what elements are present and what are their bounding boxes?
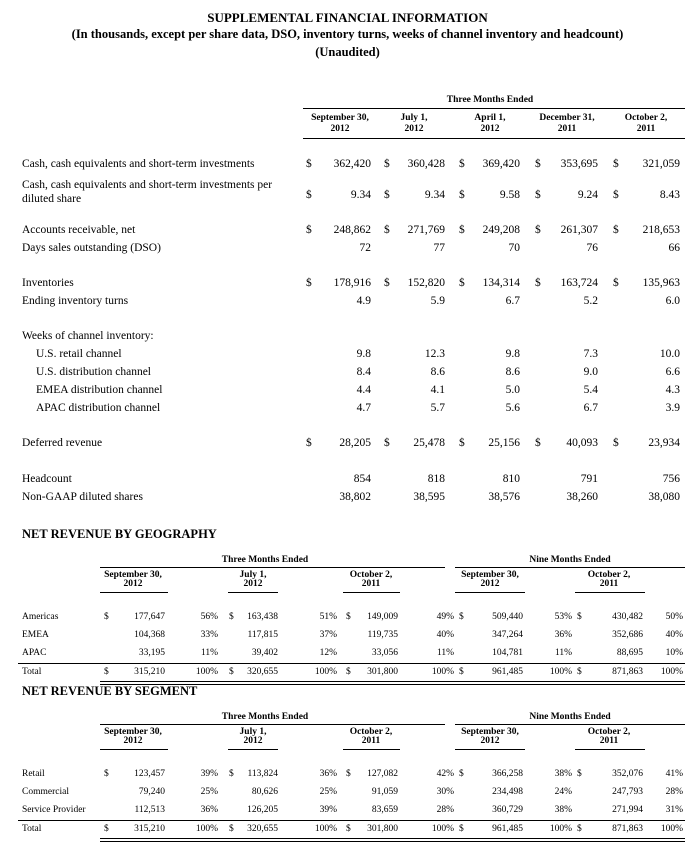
cell-percent: 11% <box>436 648 454 658</box>
cell-percent: 10% <box>665 648 683 658</box>
row-label: Weeks of channel inventory: <box>22 330 154 342</box>
cell-value: 88,695 <box>616 648 643 658</box>
cell-value: 4.7 <box>356 402 371 414</box>
cell-value: 113,824 <box>247 769 278 779</box>
cell-value: 756 <box>662 473 680 485</box>
cell-value: 9.8 <box>505 348 520 360</box>
cell-value: 39,402 <box>251 648 278 658</box>
unaudited-note: (Unaudited) <box>315 45 380 59</box>
cell-value: 248,862 <box>333 224 371 236</box>
cell-value: 119,735 <box>367 630 398 640</box>
cell-percent: 100% <box>549 667 572 677</box>
column-header-year: 2012 <box>404 124 424 134</box>
column-header-year: 2011 <box>636 124 656 134</box>
column-header: July 1, <box>239 570 267 580</box>
column-header: September 30, <box>311 113 369 123</box>
cell-value: 117,815 <box>247 630 278 640</box>
cell-percent: 36% <box>200 805 218 815</box>
cell-value: 6.7 <box>505 295 520 307</box>
dollar-sign: $ <box>459 437 465 449</box>
dollar-sign: $ <box>613 437 619 449</box>
cell-percent: 41% <box>665 769 683 779</box>
dollar-sign: $ <box>306 189 312 201</box>
cell-value: 6.6 <box>665 366 680 378</box>
three-months-rule <box>100 567 445 568</box>
cell-percent: 11% <box>554 648 572 658</box>
cell-percent: 49% <box>436 612 454 622</box>
cell-value: 5.7 <box>430 402 445 414</box>
cell-value: 8.6 <box>430 366 445 378</box>
column-header-rule <box>343 749 400 750</box>
row-label: Service Provider <box>22 805 86 815</box>
three-months-header: Three Months Ended <box>221 712 309 722</box>
cell-value: 33,195 <box>138 648 165 658</box>
cell-value: 178,916 <box>333 277 371 289</box>
cell-value: 249,208 <box>482 224 520 236</box>
row-label: U.S. retail channel <box>36 348 122 360</box>
cell-value: 509,440 <box>492 612 523 622</box>
column-header-year: 2011 <box>557 124 577 134</box>
dollar-sign: $ <box>384 158 390 170</box>
row-label: Retail <box>22 769 45 779</box>
dollar-sign: $ <box>306 277 312 289</box>
cell-value: 163,724 <box>560 277 598 289</box>
cell-value: 4.9 <box>356 295 371 307</box>
column-header: October 2, <box>587 570 631 580</box>
cell-value: 152,820 <box>407 277 445 289</box>
cell-percent: 100% <box>431 824 454 834</box>
dollar-sign: $ <box>229 824 234 834</box>
dollar-sign: $ <box>384 437 390 449</box>
dollar-sign: $ <box>104 612 109 622</box>
dollar-sign: $ <box>459 277 465 289</box>
row-label-cont: diluted share <box>22 193 82 205</box>
cell-value: 38,080 <box>648 491 680 503</box>
column-header-year: 2011 <box>361 579 381 589</box>
cell-value: 72 <box>359 242 371 254</box>
cell-value: 80,626 <box>251 787 278 797</box>
cell-value: 430,482 <box>612 612 643 622</box>
dollar-sign: $ <box>306 437 312 449</box>
cell-value: 218,653 <box>642 224 680 236</box>
cell-percent: 11% <box>200 648 218 658</box>
cell-value: 149,009 <box>367 612 398 622</box>
column-header: September 30, <box>461 570 519 580</box>
cell-value: 123,457 <box>134 769 165 779</box>
dollar-sign: $ <box>346 612 351 622</box>
cell-percent: 100% <box>660 667 683 677</box>
cell-value: 25,156 <box>488 437 520 449</box>
column-header: October 2, <box>587 727 631 737</box>
cell-value: 353,695 <box>560 158 598 170</box>
dollar-sign: $ <box>229 612 234 622</box>
cell-percent: 31% <box>665 805 683 815</box>
dollar-sign: $ <box>104 824 109 834</box>
column-header: October 2, <box>349 727 393 737</box>
cell-percent: 37% <box>319 630 337 640</box>
column-header-year: 2011 <box>599 736 619 746</box>
cell-percent: 40% <box>436 630 454 640</box>
dollar-sign: $ <box>306 158 312 170</box>
cell-value: 871,863 <box>612 667 643 677</box>
cell-value: 83,659 <box>371 805 398 815</box>
column-header-year: 2012 <box>123 579 143 589</box>
cell-value: 5.6 <box>505 402 520 414</box>
cell-value: 104,368 <box>134 630 165 640</box>
column-header: September 30, <box>104 570 162 580</box>
column-header: September 30, <box>461 727 519 737</box>
cell-value: 352,076 <box>612 769 643 779</box>
cell-percent: 42% <box>436 769 454 779</box>
cell-value: 961,485 <box>492 667 523 677</box>
dollar-sign: $ <box>577 667 582 677</box>
cell-value: 163,438 <box>247 612 278 622</box>
dollar-sign: $ <box>535 189 541 201</box>
cell-value: 135,963 <box>642 277 680 289</box>
cell-value: 76 <box>586 242 598 254</box>
dollar-sign: $ <box>613 158 619 170</box>
cell-value: 810 <box>502 473 520 485</box>
cell-percent: 39% <box>319 805 337 815</box>
cell-percent: 30% <box>436 787 454 797</box>
row-label: Ending inventory turns <box>22 295 129 307</box>
cell-value: 271,994 <box>612 805 643 815</box>
cell-value: 3.9 <box>665 402 680 414</box>
cell-value: 66 <box>668 242 680 254</box>
cell-percent: 25% <box>319 787 337 797</box>
cell-percent: 28% <box>436 805 454 815</box>
row-label: Total <box>22 667 42 677</box>
cell-value: 352,686 <box>612 630 643 640</box>
cell-value: 126,205 <box>247 805 278 815</box>
page-subtitle: (In thousands, except per share data, DSO, inventory turns, weeks of channel inventory and headcount) <box>71 27 624 41</box>
cell-value: 366,258 <box>492 769 523 779</box>
cell-value: 8.6 <box>505 366 520 378</box>
column-header-rule <box>575 592 645 593</box>
cell-value: 362,420 <box>333 158 371 170</box>
cell-value: 247,793 <box>612 787 643 797</box>
column-header-rule <box>343 592 400 593</box>
cell-value: 234,498 <box>492 787 523 797</box>
cell-percent: 38% <box>554 805 572 815</box>
column-header: July 1, <box>239 727 267 737</box>
cell-percent: 100% <box>660 824 683 834</box>
column-header-year: 2011 <box>599 579 619 589</box>
dollar-sign: $ <box>535 158 541 170</box>
cell-value: 38,595 <box>413 491 445 503</box>
cell-value: 104,781 <box>492 648 523 658</box>
column-header-year: 2012 <box>243 579 263 589</box>
cell-percent: 53% <box>554 612 572 622</box>
dollar-sign: $ <box>384 224 390 236</box>
segment-section-title: NET REVENUE BY SEGMENT <box>22 684 198 698</box>
cell-value: 9.8 <box>356 348 371 360</box>
cell-value: 23,934 <box>648 437 680 449</box>
cell-percent: 25% <box>200 787 218 797</box>
cell-value: 12.3 <box>424 348 445 360</box>
cell-value: 112,513 <box>134 805 165 815</box>
column-header-rule <box>228 592 278 593</box>
cell-value: 9.34 <box>350 189 371 201</box>
cell-percent: 100% <box>195 667 218 677</box>
dollar-sign: $ <box>577 824 582 834</box>
period-header-rule <box>303 108 685 109</box>
column-header-year: 2012 <box>480 579 500 589</box>
cell-value: 33,056 <box>371 648 398 658</box>
row-label: Commercial <box>22 787 69 797</box>
total-top-rule <box>18 820 685 821</box>
column-header-rule <box>100 592 168 593</box>
cell-value: 9.58 <box>499 189 520 201</box>
dollar-sign: $ <box>104 769 109 779</box>
dollar-sign: $ <box>459 158 465 170</box>
column-header-year: 2012 <box>480 124 500 134</box>
column-header-rule <box>455 749 525 750</box>
column-header-year: 2012 <box>243 736 263 746</box>
cell-value: 360,729 <box>492 805 523 815</box>
row-label: Headcount <box>22 473 72 485</box>
dollar-sign: $ <box>613 189 619 201</box>
nine-months-header: Nine Months Ended <box>529 712 611 722</box>
cell-value: 315,210 <box>134 667 165 677</box>
dollar-sign: $ <box>613 277 619 289</box>
dollar-sign: $ <box>535 224 541 236</box>
cell-value: 9.34 <box>424 189 445 201</box>
cell-value: 271,769 <box>407 224 445 236</box>
column-header: July 1, <box>400 113 428 123</box>
cell-value: 10.0 <box>659 348 680 360</box>
cell-value: 5.4 <box>583 384 598 396</box>
cell-value: 360,428 <box>407 158 445 170</box>
cell-value: 4.4 <box>356 384 371 396</box>
cell-value: 261,307 <box>560 224 598 236</box>
cell-value: 70 <box>508 242 520 254</box>
cell-percent: 36% <box>319 769 337 779</box>
column-header: October 2, <box>624 113 668 123</box>
cell-value: 301,800 <box>367 824 398 834</box>
cell-value: 301,800 <box>367 667 398 677</box>
cell-value: 8.4 <box>356 366 371 378</box>
column-header-rule <box>100 749 168 750</box>
dollar-sign: $ <box>346 667 351 677</box>
cell-value: 8.43 <box>659 189 680 201</box>
dollar-sign: $ <box>384 189 390 201</box>
column-header: April 1, <box>474 113 506 123</box>
cell-percent: 50% <box>665 612 683 622</box>
cell-value: 91,059 <box>371 787 398 797</box>
three-months-header: Three Months Ended <box>221 555 309 565</box>
column-header: December 31, <box>539 113 595 123</box>
dollar-sign: $ <box>459 189 465 201</box>
cell-value: 818 <box>427 473 445 485</box>
row-label: APAC distribution channel <box>36 402 161 414</box>
dollar-sign: $ <box>384 277 390 289</box>
dollar-sign: $ <box>346 769 351 779</box>
cell-percent: 56% <box>200 612 218 622</box>
column-header: September 30, <box>104 727 162 737</box>
row-label: EMEA distribution channel <box>36 384 163 396</box>
cell-value: 4.3 <box>665 384 680 396</box>
dollar-sign: $ <box>229 769 234 779</box>
cell-percent: 12% <box>319 648 337 658</box>
cell-value: 177,647 <box>134 612 165 622</box>
cell-percent: 39% <box>200 769 218 779</box>
cell-percent: 40% <box>665 630 683 640</box>
row-label: Total <box>22 824 42 834</box>
cell-value: 854 <box>353 473 371 485</box>
row-label: Non-GAAP diluted shares <box>22 491 143 503</box>
column-header-rule <box>303 138 685 139</box>
dollar-sign: $ <box>459 612 464 622</box>
cell-value: 791 <box>580 473 598 485</box>
cell-percent: 51% <box>319 612 337 622</box>
column-header-year: 2012 <box>123 736 143 746</box>
dollar-sign: $ <box>104 667 109 677</box>
geography-section-title: NET REVENUE BY GEOGRAPHY <box>22 527 217 541</box>
cell-value: 7.3 <box>583 348 598 360</box>
row-label: Deferred revenue <box>22 437 103 449</box>
dollar-sign: $ <box>459 824 464 834</box>
cell-value: 40,093 <box>566 437 598 449</box>
cell-percent: 100% <box>549 824 572 834</box>
column-header-rule <box>455 592 525 593</box>
cell-value: 6.7 <box>583 402 598 414</box>
cell-value: 320,655 <box>247 667 278 677</box>
dollar-sign: $ <box>613 224 619 236</box>
dollar-sign: $ <box>459 769 464 779</box>
dollar-sign: $ <box>459 667 464 677</box>
page-title: SUPPLEMENTAL FINANCIAL INFORMATION <box>207 10 488 25</box>
row-label: U.S. distribution channel <box>36 366 151 378</box>
dollar-sign: $ <box>535 277 541 289</box>
cell-value: 9.0 <box>583 366 598 378</box>
cell-value: 5.9 <box>430 295 445 307</box>
row-label: Cash, cash equivalents and short-term investments per <box>22 179 273 191</box>
dollar-sign: $ <box>459 224 465 236</box>
nine-months-rule <box>455 567 685 568</box>
dollar-sign: $ <box>306 224 312 236</box>
cell-value: 320,655 <box>247 824 278 834</box>
cell-percent: 33% <box>200 630 218 640</box>
cell-percent: 100% <box>314 824 337 834</box>
cell-percent: 38% <box>554 769 572 779</box>
cell-value: 321,059 <box>642 158 680 170</box>
cell-percent: 24% <box>554 787 572 797</box>
row-label: Americas <box>22 612 59 622</box>
cell-value: 315,210 <box>134 824 165 834</box>
row-label: Accounts receivable, net <box>22 224 136 236</box>
column-header-year: 2011 <box>361 736 381 746</box>
nine-months-rule <box>455 724 685 725</box>
dollar-sign: $ <box>346 824 351 834</box>
cell-percent: 100% <box>195 824 218 834</box>
cell-percent: 36% <box>554 630 572 640</box>
cell-value: 38,802 <box>339 491 371 503</box>
cell-value: 79,240 <box>138 787 165 797</box>
cell-value: 38,260 <box>566 491 598 503</box>
cell-value: 4.1 <box>430 384 445 396</box>
cell-value: 347,264 <box>492 630 523 640</box>
cell-value: 961,485 <box>492 824 523 834</box>
cell-value: 369,420 <box>482 158 520 170</box>
dollar-sign: $ <box>229 667 234 677</box>
cell-value: 871,863 <box>612 824 643 834</box>
cell-value: 5.0 <box>505 384 520 396</box>
cell-value: 28,205 <box>339 437 371 449</box>
row-label: Cash, cash equivalents and short-term investments <box>22 158 255 170</box>
cell-percent: 100% <box>431 667 454 677</box>
three-months-rule <box>100 724 445 725</box>
column-header-year: 2012 <box>330 124 350 134</box>
cell-value: 77 <box>433 242 445 254</box>
cell-value: 25,478 <box>413 437 445 449</box>
cell-value: 134,314 <box>482 277 520 289</box>
cell-value: 127,082 <box>367 769 398 779</box>
cell-value: 5.2 <box>583 295 598 307</box>
cell-percent: 100% <box>314 667 337 677</box>
cell-value: 9.24 <box>577 189 598 201</box>
cell-value: 38,576 <box>488 491 520 503</box>
dollar-sign: $ <box>577 769 582 779</box>
row-label: Days sales outstanding (DSO) <box>22 242 161 254</box>
total-double-rule <box>100 838 685 842</box>
row-label: APAC <box>22 648 47 658</box>
total-top-rule <box>18 663 685 664</box>
supplemental-period-header: Three Months Ended <box>446 95 534 105</box>
column-header-year: 2012 <box>480 736 500 746</box>
cell-value: 6.0 <box>665 295 680 307</box>
dollar-sign: $ <box>535 437 541 449</box>
nine-months-header: Nine Months Ended <box>529 555 611 565</box>
dollar-sign: $ <box>577 612 582 622</box>
column-header: October 2, <box>349 570 393 580</box>
row-label: Inventories <box>22 277 74 289</box>
column-header-rule <box>575 749 645 750</box>
row-label: EMEA <box>22 630 49 640</box>
cell-percent: 28% <box>665 787 683 797</box>
column-header-rule <box>228 749 278 750</box>
